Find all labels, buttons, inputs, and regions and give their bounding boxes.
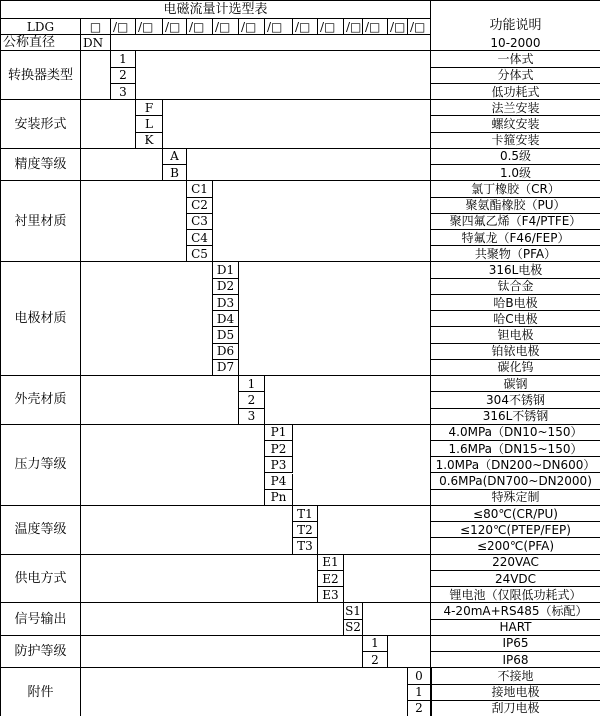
option-desc: 螺纹安装 (431, 116, 600, 132)
option-code: S1 (344, 603, 363, 619)
model-prefix: LDG (1, 19, 81, 35)
option-desc: 0.6MPa(DN700~DN2000) (431, 474, 600, 490)
blank-cell (293, 425, 431, 506)
description-header: 功能说明 (431, 1, 600, 51)
diameter-desc: 10-2000 (431, 35, 600, 51)
option-code: D4 (213, 311, 239, 327)
blank-cell (187, 149, 431, 181)
option-code: K (136, 133, 163, 149)
diameter-code: DN (81, 35, 111, 51)
option-desc: 316L电极 (431, 262, 600, 278)
blank-cell (163, 100, 431, 149)
option-code: 2 (239, 392, 265, 408)
option-code: P4 (265, 474, 293, 490)
option-desc: 1.6MPa（DN15~150） (431, 441, 600, 457)
blank-cell (363, 603, 431, 635)
blank-cell (81, 603, 344, 635)
option-desc: 锂电池（仅限低功耗式） (431, 587, 600, 603)
blank-cell (81, 376, 239, 425)
option-desc: 24VDC (431, 571, 600, 587)
option-desc: 钛合金 (431, 279, 600, 295)
blank-cell (81, 668, 408, 716)
option-desc: 4.0MPa（DN10~150） (431, 425, 600, 441)
model-slot: /□ (318, 19, 344, 35)
blank-cell (213, 181, 431, 262)
option-desc: 特氟龙（F46/FEP） (431, 230, 600, 246)
option-desc: 接地电极 (431, 685, 600, 701)
option-code: D7 (213, 360, 239, 376)
model-slot: /□ (163, 19, 187, 35)
option-code: P1 (265, 425, 293, 441)
model-slot: /□ (239, 19, 265, 35)
option-desc: 聚四氟乙烯（F4/PTFE） (431, 214, 600, 230)
option-desc: 220VAC (431, 555, 600, 571)
model-first-slot: □ (81, 19, 111, 35)
option-code: C1 (187, 181, 213, 197)
option-desc: ≤200℃(PFA) (431, 538, 600, 554)
group-label: 衬里材质 (1, 181, 81, 262)
group-label: 精度等级 (1, 149, 81, 181)
blank-cell (265, 376, 431, 425)
group-label: 转换器类型 (1, 51, 81, 100)
option-desc: 0.5级 (431, 149, 600, 165)
option-desc: 哈B电极 (431, 295, 600, 311)
option-code: P3 (265, 457, 293, 473)
model-slot: /□ (213, 19, 239, 35)
option-code: E1 (318, 555, 344, 571)
option-desc: 共聚物（PFA） (431, 246, 600, 262)
model-slot: /□ (408, 19, 431, 35)
option-code: E3 (318, 587, 344, 603)
option-desc: 不接地 (431, 668, 600, 684)
option-code: T2 (293, 522, 318, 538)
option-code: T3 (293, 538, 318, 554)
option-code: T1 (293, 506, 318, 522)
option-code: 1 (363, 636, 388, 652)
option-code: F (136, 100, 163, 116)
option-desc: 铂铱电极 (431, 344, 600, 360)
group-label: 外壳材质 (1, 376, 81, 425)
group-label: 温度等级 (1, 506, 81, 555)
option-desc: 1.0MPa（DN200~DN600） (431, 457, 600, 473)
option-code: D6 (213, 344, 239, 360)
option-code: L (136, 116, 163, 132)
option-code: 2 (111, 68, 136, 84)
option-code: C4 (187, 230, 213, 246)
option-code: D3 (213, 295, 239, 311)
model-slot: /□ (136, 19, 163, 35)
option-code: 2 (408, 701, 431, 716)
diameter-label: 公称直径 (1, 35, 81, 51)
option-code: Pn (265, 490, 293, 506)
option-desc: 碳化钨 (431, 360, 600, 376)
blank-cell (81, 636, 363, 668)
blank-cell (239, 262, 431, 376)
model-slot: /□ (346, 19, 362, 34)
group-label: 安装形式 (1, 100, 81, 149)
model-slot: /□ (293, 19, 318, 35)
option-code: C2 (187, 198, 213, 214)
blank-cell (81, 51, 111, 100)
table-title: 电磁流量计选型表 (1, 1, 431, 19)
option-desc: 卡箍安装 (431, 133, 600, 149)
option-desc: 碳钢 (431, 376, 600, 392)
option-code: 1 (239, 376, 265, 392)
option-desc: ≤120℃(PTEP/FEP) (431, 522, 600, 538)
blank-cell (111, 35, 431, 51)
option-desc: 法兰安装 (431, 100, 600, 116)
option-code: C3 (187, 214, 213, 230)
model-slot: /□ (111, 19, 136, 35)
group-label: 信号输出 (1, 603, 81, 635)
blank-cell (81, 100, 136, 149)
option-code: 1 (111, 51, 136, 67)
blank-cell (388, 636, 431, 668)
option-code: 3 (111, 84, 136, 100)
group-label: 电极材质 (1, 262, 81, 376)
model-slot: /□ (187, 19, 213, 35)
option-desc: 304不锈钢 (431, 392, 600, 408)
option-desc: 4-20mA+RS485（标配） (431, 603, 600, 619)
option-desc: 哈C电极 (431, 311, 600, 327)
model-slot: /□ (265, 19, 293, 35)
option-code: S2 (344, 620, 363, 636)
option-code: 0 (408, 668, 431, 684)
option-desc: 刮刀电极 (431, 701, 600, 716)
option-desc: ≤80℃(CR/PU) (431, 506, 600, 522)
blank-cell (81, 181, 187, 262)
option-desc: 聚氨酯橡胶（PU） (431, 198, 600, 214)
blank-cell (81, 506, 293, 555)
blank-cell (81, 149, 163, 181)
blank-cell (136, 51, 431, 100)
group-label: 供电方式 (1, 555, 81, 604)
model-slot: /□ (363, 19, 388, 35)
option-desc: IP68 (431, 652, 600, 668)
option-code: 2 (363, 652, 388, 668)
blank-cell (318, 506, 431, 555)
option-code: 3 (239, 409, 265, 425)
group-label: 防护等级 (1, 636, 81, 668)
option-code: P2 (265, 441, 293, 457)
blank-cell (81, 262, 213, 376)
option-code: D1 (213, 262, 239, 278)
option-desc: 1.0级 (431, 165, 600, 181)
group-label: 附件 (1, 668, 81, 716)
option-code: B (163, 165, 187, 181)
option-desc: 分体式 (431, 68, 600, 84)
group-label: 压力等级 (1, 425, 81, 506)
option-desc: 特殊定制 (431, 490, 600, 506)
option-desc: 一体式 (431, 51, 600, 67)
option-desc: IP65 (431, 636, 600, 652)
option-desc: 钽电极 (431, 327, 600, 343)
option-desc: 氯丁橡胶（CR） (431, 181, 600, 197)
option-desc: 低功耗式 (431, 84, 600, 100)
option-code: 1 (408, 685, 431, 701)
option-code: D5 (213, 327, 239, 343)
blank-cell (81, 425, 265, 506)
blank-cell (81, 555, 318, 604)
blank-cell (344, 555, 431, 604)
option-code: C5 (187, 246, 213, 262)
option-desc: HART (431, 620, 600, 636)
option-code: E2 (318, 571, 344, 587)
option-code: A (163, 149, 187, 165)
option-desc: 316L不锈钢 (431, 409, 600, 425)
option-code: D2 (213, 279, 239, 295)
model-slot: /□ (388, 19, 408, 35)
